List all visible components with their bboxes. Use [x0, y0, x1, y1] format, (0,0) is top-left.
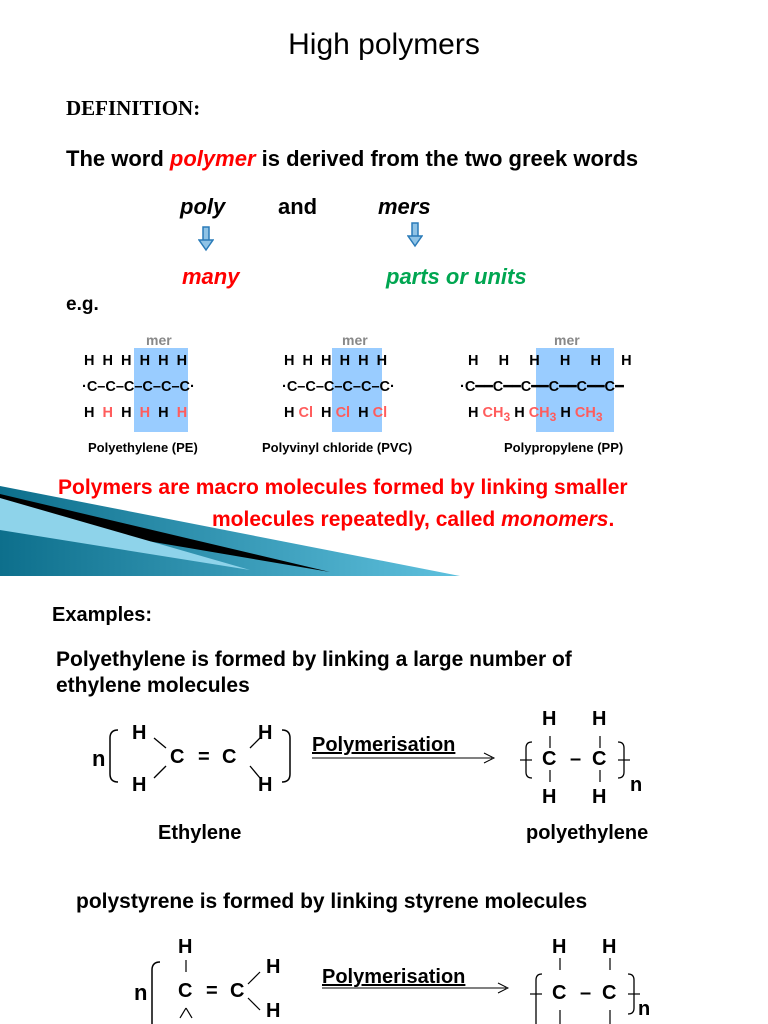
pvc-bottom-row: H Cl H Cl H Cl: [284, 405, 388, 421]
pp-top-row: H H H H H H: [468, 353, 632, 369]
atom-h: H: [592, 708, 607, 730]
pvc-structure: [262, 330, 472, 460]
intro-before: The word: [66, 146, 164, 171]
down-arrow-icon: [198, 226, 214, 257]
atom-h: H: [542, 708, 557, 730]
polyethylene-structure: [82, 330, 242, 460]
ethylene-label: Ethylene: [158, 822, 242, 844]
subscript-n: n: [638, 998, 651, 1020]
intro-polymer-word: [170, 146, 256, 171]
atom-h: H: [592, 786, 607, 808]
atom-h: H: [266, 956, 281, 978]
pe-chain: ·C–C–C–C–C–C·: [82, 379, 195, 395]
atom-h: H: [258, 774, 273, 796]
single-bond: –: [580, 982, 592, 1004]
atom-c: C: [592, 748, 607, 770]
coefficient-n: n: [134, 980, 148, 1005]
pvc-chain: ·C–C–C–C–C–C·: [282, 379, 395, 395]
pe-bottom-row: H H H H H H: [84, 405, 188, 421]
word-and: and: [278, 194, 318, 219]
atom-h: H: [178, 936, 193, 958]
ps-sentence: polystyrene is formed by linking styrene molecules: [76, 890, 588, 913]
single-bond: –: [570, 748, 582, 770]
atom-c: C: [222, 746, 237, 768]
eg-label: e.g.: [66, 294, 99, 315]
atom-c: C: [552, 982, 567, 1004]
pp-bottom-row: H $CH_3$ H $CH_3$ H $CH_3$: [468, 405, 603, 424]
mer-label: mer: [146, 332, 172, 348]
atom-c: C: [602, 982, 617, 1004]
intro-mer: mer: [215, 146, 256, 171]
statement-line-2: [212, 508, 614, 532]
double-bond: =: [198, 746, 210, 768]
atom-h: H: [602, 936, 617, 958]
page-title: High polymers: [288, 28, 480, 61]
styrene-reaction: [120, 936, 720, 1024]
atom-c: C: [542, 748, 557, 770]
intro-poly: poly: [169, 146, 216, 171]
pp-caption: Polypropylene (PP): [504, 440, 624, 455]
intro-sentence: [66, 146, 638, 172]
meaning-many: many: [182, 264, 240, 289]
atom-h: H: [542, 786, 557, 808]
word-mers: mers: [378, 194, 431, 219]
polymerisation-label: Polymerisation: [312, 734, 456, 756]
atom-c: C: [170, 746, 185, 768]
pp-chain: ·C━━C━━C━━C━━C━━C━: [460, 379, 624, 395]
atom-h: H: [132, 774, 147, 796]
pvc-top-row: H H H H H H: [284, 353, 388, 369]
word-poly: poly: [180, 194, 226, 219]
pe-caption: Polyethylene (PE): [88, 440, 198, 455]
coefficient-n: n: [92, 746, 106, 771]
pvc-caption: Polyvinyl chloride (PVC): [262, 440, 413, 455]
statement-monomers: monomers: [501, 508, 609, 531]
atom-h: H: [132, 722, 147, 744]
mer-label: mer: [554, 332, 580, 348]
pe-sentence-line-2: ethylene molecules: [56, 674, 250, 697]
subscript-n: n: [630, 774, 643, 796]
pe-sentence-line-1: Polyethylene is formed by linking a large number of: [56, 648, 572, 671]
statement-period: .: [608, 508, 615, 531]
intro-after: is derived from the two greek words: [261, 146, 639, 171]
pp-structure: [460, 330, 690, 460]
atom-h: H: [258, 722, 273, 744]
definition-heading: DEFINITION:: [66, 96, 201, 120]
pe-top-row: H H H H H H: [84, 353, 188, 369]
atom-c: C: [230, 980, 245, 1002]
double-bond: =: [206, 980, 218, 1002]
down-arrow-icon: [407, 222, 423, 253]
atom-h: H: [266, 1000, 281, 1022]
examples-heading: Examples:: [52, 604, 153, 626]
atom-h: H: [552, 936, 567, 958]
atom-c: C: [178, 980, 193, 1002]
meaning-parts: parts or units: [386, 264, 527, 289]
statement-line-1: Polymers are macro molecules formed by linking smaller: [58, 476, 628, 499]
statement-before: molecules repeatedly, called: [212, 508, 496, 531]
polyethylene-label: polyethylene: [526, 822, 649, 844]
polymerisation-label: Polymerisation: [322, 966, 466, 988]
mer-label: mer: [342, 332, 368, 348]
